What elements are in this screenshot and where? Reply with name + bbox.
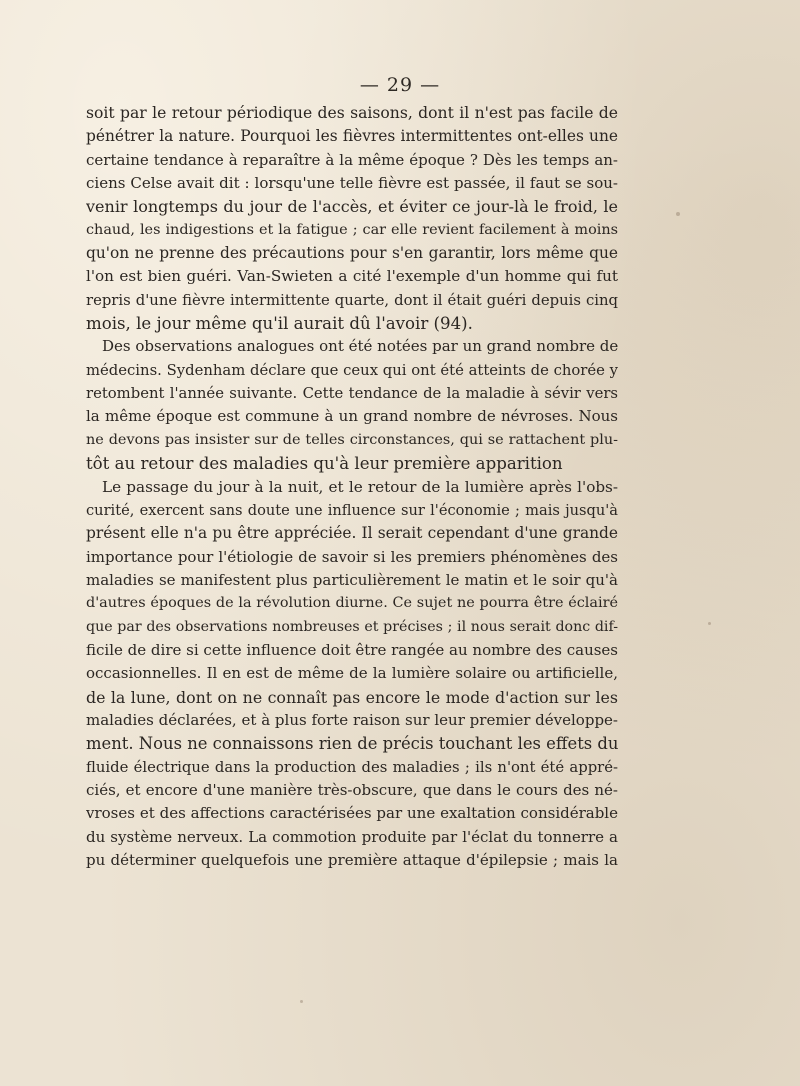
text-line: occasionnelles. Il en est de même de la lumière solaire ou artificielle, — [86, 664, 618, 683]
text-line: repris d'une fièvre intermittente quarte, dont il était guéri depuis cinq — [86, 291, 618, 309]
text-line: importance pour l'étiologie de savoir si les premiers phénomènes des — [86, 547, 618, 566]
body-text — [86, 102, 618, 872]
text-line: mois, le jour même qu'il aurait dû l'avoir (94). — [86, 314, 473, 334]
text-line: maladies se manifestent plus particulièrement le matin et le soir qu'à — [86, 570, 618, 589]
text-line: retombent l'année suivante. Cette tendance de la maladie à sévir vers — [86, 385, 618, 403]
text-line: la même époque est commune à un grand nombre de névroses. Nous — [86, 407, 618, 426]
text-line: ment. Nous ne connaissons rien de précis touchant les effets du — [86, 734, 618, 754]
text-line: d'autres époques de la révolution diurne. Ce sujet ne pourra être éclairé — [86, 595, 618, 612]
text-line: certaine tendance à reparaître à la même époque ? Dès les temps an- — [86, 150, 618, 169]
text-line: de la lune, dont on ne connaît pas encore le mode d'action sur les — [86, 687, 618, 707]
text-line: pénétrer la nature. Pourquoi les fièvres intermittentes ont-elles une — [86, 127, 618, 146]
text-line: ciens Celse avait dit : lorsqu'une telle fièvre est passée, il faut se sou- — [86, 174, 618, 193]
text-line: tôt au retour des maladies qu'à leur première apparition — [86, 454, 563, 474]
text-line: ficile de dire si cette influence doit être rangée au nombre des causes — [86, 640, 618, 659]
text-line: curité, exercent sans doute une influence sur l'économie ; mais jusqu'à — [86, 501, 618, 519]
text-line: présent elle n'a pu être appréciée. Il serait cependant d'une grande — [86, 524, 618, 543]
text-line: pu déterminer quelquefois une première attaque d'épilepsie ; mais la — [86, 851, 618, 869]
page-number: — 29 — — [359, 74, 441, 96]
paper-speck — [708, 622, 711, 625]
text-line: fluide électrique dans la production des maladies ; ils n'ont été appré- — [86, 758, 618, 776]
text-line: qu'on ne prenne des précautions pour s'en garantir, lors même que — [86, 244, 618, 263]
paper-speck — [676, 212, 680, 216]
text-line: maladies déclarées, et à plus forte raison sur leur premier développe- — [86, 710, 618, 729]
text-line: ne devons pas insister sur de telles circonstances, qui se rattachent plu- — [86, 431, 618, 448]
text-line: vroses et des affections caractérisées par une exaltation considérable — [86, 804, 618, 823]
text-line: Le passage du jour à la nuit, et le retour de la lumière après l'obs- — [102, 477, 618, 496]
text-line: venir longtemps du jour de l'accès, et éviter ce jour-là le froid, le — [86, 197, 618, 217]
text-line: chaud, les indigestions et la fatigue ; car elle revient facilement à moins — [86, 221, 618, 238]
text-line: l'on est bien guéri. Van-Swieten a cité l'exemple d'un homme qui fut — [86, 267, 618, 286]
text-line: ciés, et encore d'une manière très-obscure, que dans le cours des né- — [86, 780, 618, 799]
text-line: médecins. Sydenham déclare que ceux qui ont été atteints de chorée y — [86, 361, 618, 379]
text-line: que par des observations nombreuses et précises ; il nous serait donc dif- — [86, 618, 618, 635]
text-line: Des observations analogues ont été notées par un grand nombre de — [102, 337, 618, 356]
text-line: soit par le retour périodique des saisons, dont il n'est pas facile de — [86, 104, 618, 122]
paper-speck — [300, 1000, 303, 1003]
text-line: du système nerveux. La commotion produite par l'éclat du tonnerre a — [86, 827, 618, 846]
